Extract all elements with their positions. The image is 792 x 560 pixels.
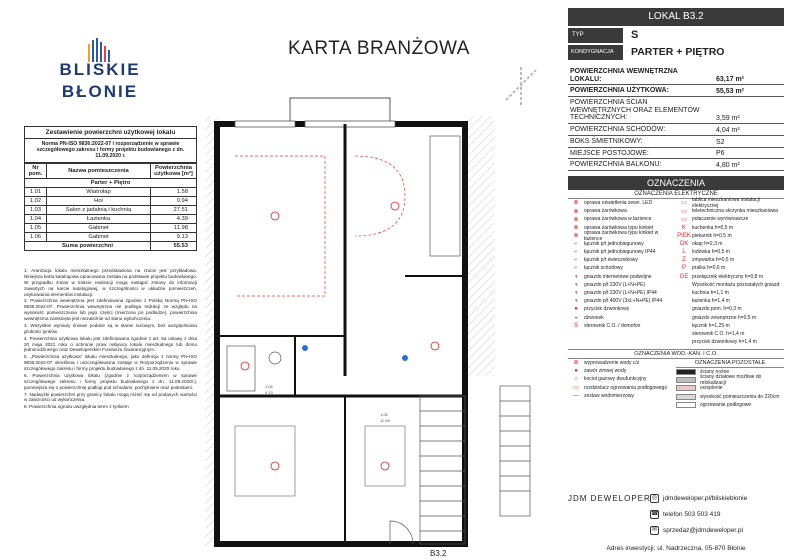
legend-symbol-icon: P (681, 265, 686, 272)
legend-item (568, 392, 676, 400)
legend-label: zawór zimnej wody (584, 368, 627, 375)
param-value: 63,17 m² (716, 76, 745, 84)
legend-item (676, 264, 784, 272)
legend-electrical (568, 196, 784, 349)
params-list (568, 66, 784, 171)
legend-label: wyprowadzenie wody c/z (584, 359, 640, 366)
area-table-grid (24, 163, 197, 251)
param-value: 55,53 m² (716, 88, 745, 96)
table-row (25, 205, 197, 214)
legend-label: gniazdo pom. h=0,3 m (692, 306, 742, 313)
legend-symbol-icon: L (682, 249, 686, 256)
legend-swatch (676, 377, 696, 383)
unit-info-panel (568, 8, 784, 408)
legend-symbol-icon: ⊕ (573, 360, 579, 367)
bed (235, 426, 295, 496)
legend-item (568, 207, 676, 215)
legend-label: gniazdo zewnętrzne h=0,5 m (692, 314, 757, 321)
floor-value: PARTER + PIĘTRO (631, 46, 725, 58)
legend-label: łącznik h=1,25 m (692, 322, 730, 329)
legend-title: OZNACZENIA (568, 176, 784, 190)
legend-label: oprawa oświetlenia zewn. LED (584, 199, 653, 206)
legend-label: wysokość pomieszczenia do 220cm (700, 393, 780, 400)
kitchen-counter (430, 136, 460, 256)
legend-symbol-icon: ▭ (681, 208, 687, 215)
legend-symbol-icon: ⊗ (573, 208, 579, 215)
legend-label: ściany nośne (700, 368, 730, 375)
floor-plan (205, 96, 585, 558)
legend-label: dzwonek (584, 314, 604, 321)
legend-label: ogrzewanie podłogowe (700, 401, 752, 408)
floor-label: KONDYGNACJA (568, 45, 623, 60)
note-item: 2. Powierzchnia wewnętrzna jest zdefiniowana zgodnie z Polską Normą PN-ISO 9836:2022-07. Powierzchnia wewnętrzna nie podlega redukcji ze względu na wysokość pomieszczenia lub jego części (mierzona po podłodze), powierzchnia wewnętrzna zamknięta jest niezależnie od stanu wykończenia. (24, 298, 197, 321)
floor-row (568, 45, 784, 60)
legend-label: pralka h=0,6 m (692, 265, 726, 272)
contact-email-text: sprzedaz@jdmdeweloper.pl (663, 527, 743, 534)
legend-label: kuchenka h=0,5 m (692, 224, 733, 231)
legend-label: sterownik C.O. h=1,4 m (692, 330, 745, 337)
legend-label: ściany działowe możliwe do relokalizacji (700, 374, 762, 387)
legend-water (568, 359, 784, 408)
legend-item (676, 240, 784, 248)
row-area: 11.98 (151, 223, 197, 232)
legend-item (568, 314, 676, 322)
logo-line-1: BLISKIE (59, 60, 141, 79)
legend-item (676, 322, 784, 330)
note-item: 6. Powierzchnia użytkowa lokalu (zgodnie z rozporządzeniem w sprawie szczegółowego zakresu i formy projektu budowlanego z dn. 11.09.2020r.), pomniejsza się o powierzchnię podłogi pod schodami, pochylniami oraz podestami. (24, 372, 197, 390)
legend-item (676, 248, 784, 256)
legend-label: zestaw wodomierzowy (584, 392, 635, 399)
contact-web-text: jdmdeweloper.pl/bliskieblonie (663, 495, 748, 502)
row-nr: 1.06 (25, 232, 47, 241)
param-value: S2 (716, 138, 725, 146)
param-row (568, 136, 784, 148)
legend-elec-title: OZNACZENIA ELEKTRYCZNE (568, 190, 784, 199)
legend-item (568, 359, 676, 367)
legend-item (568, 289, 676, 297)
legend-item (676, 281, 784, 289)
legend-item (568, 199, 676, 207)
balcony (290, 98, 390, 124)
row-nr: 1.05 (25, 223, 47, 232)
legend-symbol-icon: ◖ (574, 290, 578, 297)
legend-label: gniazdo p/t 230V (L+N+PE) (584, 281, 646, 288)
unit-title: LOKAL B3.2 (568, 8, 784, 26)
legend-label: przycisk dzwonkowy (584, 306, 630, 313)
row-area: 9.13 (151, 232, 197, 241)
legend-symbol-icon: ◒ (574, 314, 578, 321)
legend-item (568, 383, 676, 391)
sum-label: Suma powierzchni (25, 241, 151, 250)
row-nr: 1.03 (25, 205, 47, 214)
legend-label: gniazdo p/t 230V (L+N+PE) IP44 (584, 290, 657, 297)
legend-symbol-icon: ⊗ (573, 225, 579, 232)
legend-wk-title: OZNACZENIA WOD.-KAN. I C.O. (568, 349, 784, 359)
staircase (420, 396, 465, 544)
legend-item (568, 367, 676, 375)
legend-label: łącznik p/t jednobiegunowy IP44 (584, 249, 656, 256)
legend-symbol-icon: ● (574, 368, 578, 375)
type-row (568, 28, 784, 43)
legend-label: oprawa żarówkowa typu kinkiet w łazience (584, 229, 659, 242)
row-area: 4.39 (151, 214, 197, 223)
area-table-title: Zestawienie powierzchni użytkowej lokalu (24, 126, 197, 139)
room-area: 11.98 (380, 418, 390, 423)
outer-stairs (500, 386, 530, 516)
row-name: Wiatrołap (47, 187, 151, 196)
entrance-door (390, 521, 413, 544)
param-value: 4,04 m² (716, 126, 740, 134)
table-row (25, 232, 197, 241)
row-name: Gabinet (47, 232, 151, 241)
mail-icon: ✉ (651, 527, 658, 533)
param-row (568, 85, 784, 97)
investment-address: Adres inwestycji: ul. Nadrzeczna, 05-870 Błonie (606, 545, 746, 552)
legend-symbol-icon: ⌐ (574, 249, 578, 256)
row-area: 27.51 (151, 205, 197, 214)
legend-item (568, 229, 676, 242)
area-table-norm: Norma PN-ISO 9836:2022-07 i rozporządzenie w sprawie szczegółowego zakresu i formy projektu budowlanego z dn. 11.09.2020 r. (24, 139, 197, 163)
param-value: 4,80 m² (716, 161, 740, 169)
param-label: POWIERZCHNIA WEWNĘTRZNA LOKALU: (570, 68, 678, 83)
legend-label: okap h=2,3 m (692, 240, 723, 247)
legend-item (568, 256, 676, 264)
contact-email[interactable] (650, 526, 743, 535)
col-header-area: Powierzchnia użytkowa [m²] (151, 163, 197, 178)
legend-item (568, 273, 676, 281)
param-label: POWIERZCHNIA BALKONU: (570, 161, 662, 169)
legend-symbol-icon: GE (679, 273, 689, 280)
project-logo (40, 38, 160, 113)
param-label: POWIERZCHNIA UŻYTKOWA: (570, 87, 669, 95)
type-label: TYP (568, 28, 623, 43)
row-name: Łazienka (47, 214, 151, 223)
row-name: Hol (47, 196, 151, 205)
legend-label: gniazdo p/t 400V (3xL+N+PE) IP44 (584, 298, 663, 305)
note-item: 3. Wszystkie wymiary liniowe podane są w stanie surowym, bez uwzględniania grubości tynków. (24, 322, 197, 334)
row-name: Gabinet (47, 223, 151, 232)
legend-item (676, 207, 784, 215)
legend-wk-col (568, 359, 676, 400)
legend-label: kocioł gazowy dwufunkcyjny (584, 376, 647, 383)
legend-item (676, 401, 784, 409)
legend-item (676, 289, 784, 297)
plan-title: KARTA BRANŻOWA (288, 38, 470, 59)
legend-symbol-icon: ⊗ (573, 200, 579, 207)
param-row (568, 124, 784, 136)
legend-label: łącznik schodowy (584, 265, 623, 272)
table-row (25, 223, 197, 232)
legend-symbol-icon: ○ (574, 376, 578, 383)
toilet-icon (269, 352, 281, 364)
legend-label: oprawa żarówkowa typu kinkiet (584, 224, 654, 231)
room-label: 1.05 (380, 412, 388, 417)
unit-label: B3.2 (430, 549, 447, 558)
legend-label: teletechniczna skrzynka mieszkaniowa (692, 208, 778, 215)
legend-symbol-icon: ▭ (573, 385, 579, 392)
legend-item (568, 281, 676, 289)
legend-item (676, 273, 784, 281)
legend-label: zmywarka h=0,5 m (692, 257, 735, 264)
legend-item (676, 256, 784, 264)
developer-brand: JDM DEWELOPER (568, 494, 651, 503)
legend-symbol-icon: S (573, 322, 578, 329)
row-area: 1.58 (151, 187, 197, 196)
col-header-name: Nazwa pomieszczenia (47, 163, 151, 178)
water-symbols (302, 345, 408, 361)
legend-symbol-icon: ▭ (681, 216, 687, 223)
legend-swatch (676, 369, 696, 375)
legend-label: oprawa żarówkowa (584, 208, 627, 215)
legend-item (676, 305, 784, 313)
legend-item (676, 223, 784, 231)
table-row (25, 214, 197, 223)
note-item: 5. „Powierzchnia użytkowa” lokalu mieszkalnego, jako definicja z normy PN-ISO 9836:2022-07 określona i uszczegółowiona zostaje w Rozporządzeniu w sprawie szczegółowego zakresu i formy projektu budowlanego z dn. 11.09.2020 roku. (24, 354, 197, 371)
legend-elec-left (568, 199, 676, 330)
legend-other-title: OZNACZENIA POZOSTAŁE (676, 359, 784, 368)
param-label: BOKS ŚMIETNIKOWY: (570, 137, 643, 145)
legend-label: łącznik p/t jednobiegunowy (584, 240, 644, 247)
param-row (568, 97, 784, 124)
window (305, 121, 395, 127)
legend-label: łazienka h=1,4 m (692, 298, 730, 305)
legend-label: łącznik p/t świecznikowy (584, 257, 638, 264)
legend-label: piekarnik h=0,5 m (692, 232, 732, 239)
legend-symbol-icon: ◖ (574, 273, 578, 280)
note-item: 4. Powierzchnia użytkowa lokalu jest zdefiniowana zgodnie z art. 5a ustawy z dnia 20 maja 2021 roku o ochronie praw nabywcy lokalu mieszkalnego lub domu jednorodzinnego oraz Deweloperskim Funduszu Gwarancyjnym. (24, 335, 197, 353)
contact-phone-text: telefon 503 503 419 (663, 511, 721, 518)
floor-heating-line (355, 156, 405, 236)
floor-heating-line (235, 156, 325, 296)
row-nr: 1.02 (25, 196, 47, 205)
legend-symbol-icon: ⌐ (574, 257, 578, 264)
legend-symbol-icon: PIEK (677, 232, 691, 239)
legend-item (676, 314, 784, 322)
legend-item (676, 374, 784, 387)
legend-symbol-icon: ⌐ (574, 240, 578, 247)
legend-item (676, 392, 784, 400)
neighbor-right (465, 116, 495, 376)
legend-symbol-icon: — (573, 392, 579, 399)
globe-icon: ◎ (651, 495, 658, 501)
contact-web[interactable] (650, 494, 747, 503)
legend-symbol-icon: ▭ (681, 200, 687, 207)
note-item: 7. Nadwyżki powierzchni przy granicy lokalu mogą różnić się od podanych wartości w zależności od wykończenia. (24, 391, 197, 403)
param-label: POWIERZCHNIA ŚCIAN WEWNĘTRZNYCH ORAZ ELEMENTÓW TECHNICZNYCH: (570, 99, 700, 122)
legend-item (568, 215, 676, 223)
note-item: 8. Powierzchnia ogrodu uwzględnia teren z tynkiem (24, 404, 129, 410)
legend-label: rozdzielacz ogrzewania podłogowego (584, 384, 668, 391)
legend-item (568, 248, 676, 256)
legend-label: kuchnia h=1,1 m (692, 290, 729, 297)
type-value: S (631, 29, 639, 41)
legend-item (676, 196, 784, 209)
legend-elec-right (676, 196, 784, 346)
legend-symbol-icon: ⊗ (573, 233, 579, 240)
legend-item (676, 215, 784, 223)
legend-item (676, 297, 784, 305)
sum-value: 55.53 (151, 241, 197, 250)
phone-icon: ☎ (651, 511, 659, 517)
legend-other-list (676, 368, 784, 409)
legend-label: ocieplenie (700, 385, 723, 392)
legend-item (568, 375, 676, 383)
sum-row (25, 241, 197, 250)
legend-label: sterownik C.O. / domofon (584, 322, 641, 329)
contact-phone[interactable] (650, 510, 720, 519)
legend-label: gniazdo internetowe podwójne (584, 273, 652, 280)
col-header-nr: Nr pom. (25, 163, 47, 178)
legend-symbol-icon: ⊗ (573, 216, 579, 223)
legend-symbol-icon: ◖ (574, 281, 578, 288)
param-row (568, 66, 784, 85)
legend-item (568, 297, 676, 305)
legend-swatch (676, 385, 696, 391)
group-label: Parter + Piętro (25, 178, 197, 187)
param-row (568, 148, 784, 160)
room-area: 9.13 (265, 390, 273, 395)
note-item: 1. Aranżacja lokalu mieszkalnego przedstawiona na rzucie jest przykładowa. Niniejsza karta katalogowa opracowana została na podstawie projektu budowlanego. W przypadku zmian w trakcie realizacji mogą nastąpić zmiany do informacji zawartych na karcie katalogowej, w szczególności w układzie pomieszczeń, usytuowania elementów instalacji. (24, 268, 197, 297)
legend-item (568, 264, 676, 272)
desk (365, 426, 405, 486)
legend-item (676, 232, 784, 240)
legend-label: przycisk dzwonkowy h=1,4 m (692, 339, 757, 346)
legend-item (676, 338, 784, 346)
param-label: POWIERZCHNIA SCHODÓW: (570, 126, 666, 134)
legend-swatch (676, 402, 696, 408)
notes-block (24, 268, 197, 411)
row-name: Salon z jadalnią i kuchnią (47, 205, 151, 214)
bathtub (227, 346, 255, 391)
table-row (25, 187, 197, 196)
legend-item (676, 330, 784, 338)
legend-item (568, 305, 676, 313)
window (235, 121, 295, 127)
param-label: MIEJSCE POSTOJOWE: (570, 149, 649, 157)
row-nr: 1.04 (25, 214, 47, 223)
legend-other (676, 359, 784, 409)
logo-line-2: BŁONIE (61, 82, 139, 101)
legend-label: Wysokość montażu pozostałych gniazd: (692, 281, 781, 288)
legend-label: tablica mieszkaniowa instalacji elektrycznej (692, 196, 760, 209)
param-value: 3,59 m² (716, 115, 740, 123)
outer-wall (217, 124, 465, 544)
legend-symbol-icon: OK (679, 240, 689, 247)
legend-symbol-icon: ● (574, 306, 578, 313)
legend-symbol-icon: ⌐ (574, 265, 578, 272)
table-row (25, 196, 197, 205)
area-table (24, 126, 197, 251)
legend-symbol-icon: Z (682, 257, 686, 264)
row-area: 0.94 (151, 196, 197, 205)
compass-icon (496, 60, 546, 110)
param-row (568, 159, 784, 171)
legend-symbol-icon: K (681, 224, 686, 231)
row-nr: 1.01 (25, 187, 47, 196)
room-label: 1.06 (265, 384, 273, 389)
legend-label: przełącznik elektryczny h=0,8 m (692, 273, 764, 280)
legend-item (568, 322, 676, 330)
legend-swatch (676, 394, 696, 400)
legend-label: połączenie wyrównawcze (692, 216, 749, 223)
param-value: P6 (716, 150, 725, 158)
legend-label: lodówka h=0,5 m (692, 249, 730, 256)
legend-label: oprawa żarówkowa w łazience (584, 216, 652, 223)
legend-symbol-icon: ◖ (574, 298, 578, 305)
